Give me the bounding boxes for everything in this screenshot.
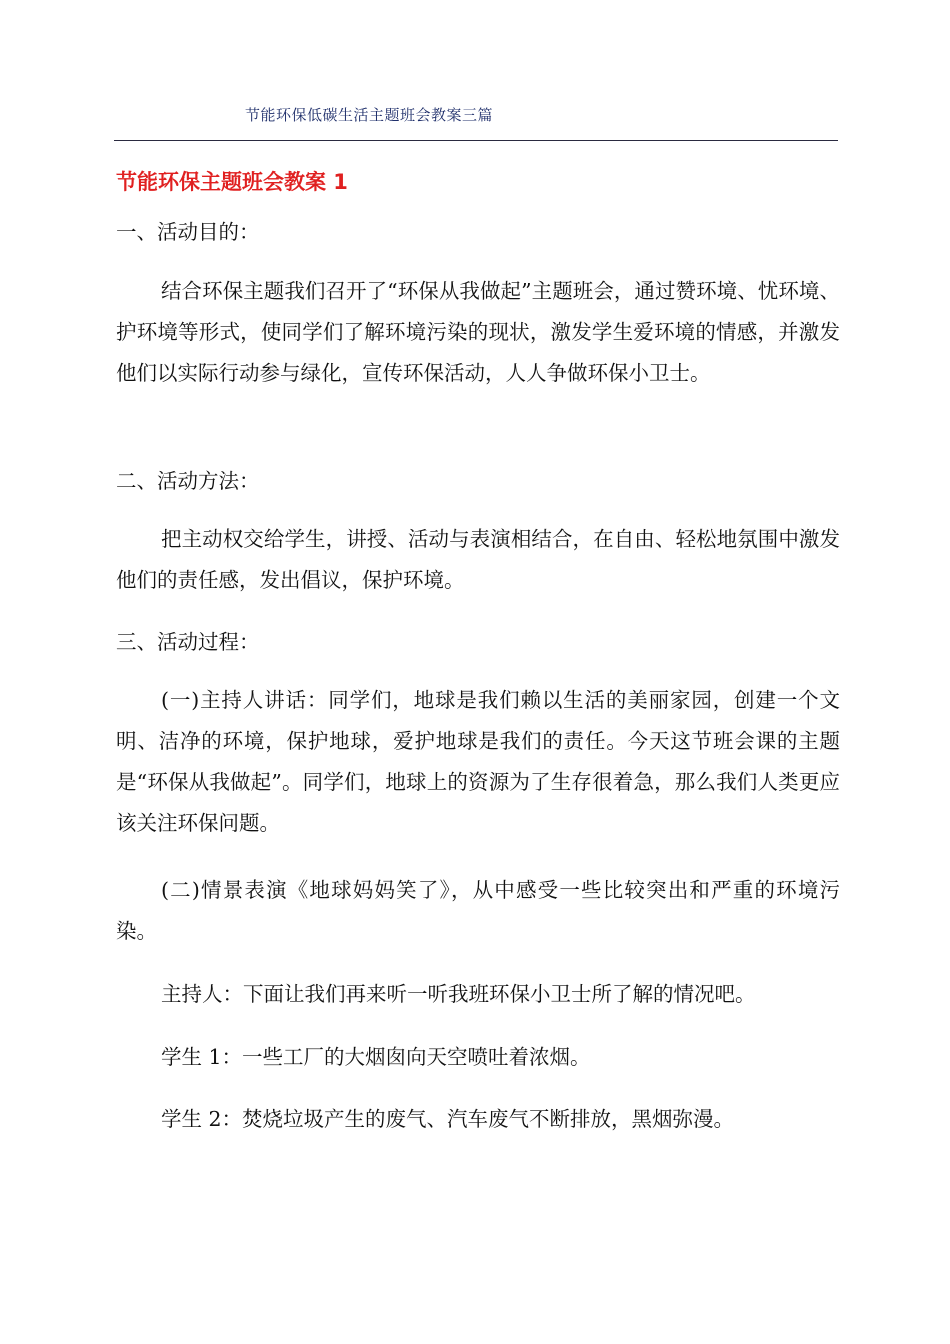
document-title: 节能环保主题班会教案 1 [116, 170, 348, 194]
section-heading-process: 三、活动过程： [116, 630, 260, 654]
header-divider [114, 140, 838, 141]
paragraph-student-2: 学生 2：焚烧垃圾产生的废气、汽车废气不断排放，黑烟弥漫。 [161, 1107, 735, 1131]
running-header: 节能环保低碳生活主题班会教案三篇 [245, 106, 494, 124]
paragraph-host-speech: (一)主持人讲话：同学们，地球是我们赖以生活的美丽家园，创建一个文明、洁净的环境，保护地球，爱护地球是我们的责任。今天这节班会课的主题是“环保从我做起”。同学们，地球上的资源为了生存很着急，那么我们人类更应该关注环保问题。 [116, 688, 840, 835]
paragraph-host-line: 主持人：下面让我们再来听一听我班环保小卫士所了解的情况吧。 [161, 982, 756, 1006]
section-heading-method: 二、活动方法： [116, 469, 260, 493]
paragraph-student-1: 学生 1：一些工厂的大烟囱向天空喷吐着浓烟。 [161, 1045, 591, 1069]
paragraph-scene-performance: (二)情景表演《地球妈妈笑了》，从中感受一些比较突出和严重的环境污染。 [116, 878, 840, 943]
paragraph-purpose: 结合环保主题我们召开了“环保从我做起”主题班会，通过赞环境、忧环境、护环境等形式，使同学们了解环境污染的现状，激发学生爱环境的情感，并激发他们以实际行动参与绿化，宣传环保活动，人人争做环保小卫士。 [116, 279, 840, 385]
section-heading-purpose: 一、活动目的： [116, 220, 260, 244]
paragraph-method: 把主动权交给学生，讲授、活动与表演相结合，在自由、轻松地氛围中激发他们的责任感，发出倡议，保护环境。 [116, 527, 840, 592]
